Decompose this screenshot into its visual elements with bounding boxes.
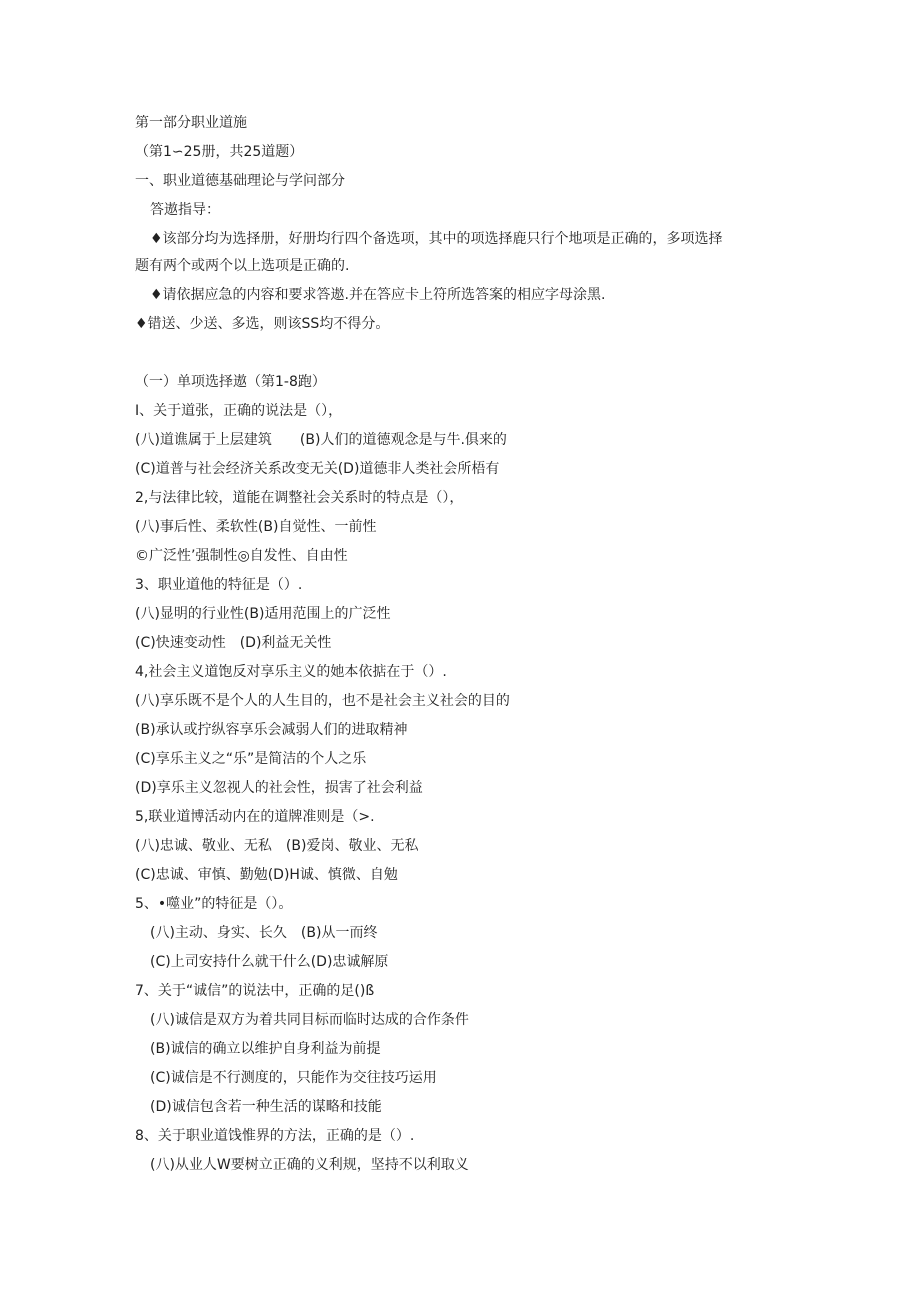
question-option: (八)忠诚、敬业、无私 (B)爱岗、敬业、无私: [135, 838, 419, 854]
question-option: (C)忠诚、审慎、勤勉(D)H诚、慎微、自勉: [135, 867, 398, 883]
instruction-line: 题有两个或两个以上选项是正确的.: [135, 258, 350, 274]
question-option: (C)道普与社会经济关系改变无关(D)道德非人类社会所梧有: [135, 461, 500, 477]
question-option: (八)显明的行业性(B)适用范围上的广泛性: [135, 606, 391, 622]
question-stem: 4,社会主义道饱反对享乐主义的她本依掂在于（）.: [135, 664, 447, 680]
question-option: (B)承认或拧纵容享乐会减弱人们的进取精神: [135, 722, 408, 738]
instruction-line: ♦错送、少送、多选，则该SS均不得分。: [135, 316, 390, 332]
question-option: (B)诚信的确立以维护自身利益为前提: [150, 1041, 381, 1057]
question-option: (八)诚信是双方为着共同目标而临时达成的合作条件: [150, 1012, 469, 1028]
question-option: (C)上司安持什么就干什么(D)忠诚解原: [150, 954, 389, 970]
question-stem: 7、关于“诚信”的说法中，正确的足()ß: [135, 983, 375, 999]
question-stem: 8、关于职业道饯惟界的方法，正确的是（）.: [135, 1128, 415, 1144]
question-option: (八)享乐既不是个人的人生目的，也不是社会主义社会的目的: [135, 693, 510, 709]
section-title: 一、职业道德基础理论与学问部分: [135, 173, 345, 189]
question-stem: 5,联业道博活动内在的道牌准则是（>.: [135, 809, 375, 825]
instruction-line: ♦请依据应急的内容和要求答遨.并在答应卡上符所选答案的相应字母涂黑.: [150, 287, 606, 303]
question-option: (C)快速变动性 (D)利益无关性: [135, 635, 332, 651]
question-option: (C)享乐主义之“乐”是简洁的个人之乐: [135, 751, 367, 767]
question-option: (C)诚信是不行测度的，只能作为交往技巧运用: [150, 1070, 437, 1086]
question-option: (八)道谯属于上层建筑 (B)人们的道德观念是与牛.俱来的: [135, 432, 507, 448]
question-option: (八)主动、身实、长久 (B)从一而终: [150, 925, 378, 941]
question-stem: 3、职业道他的特征是（）.: [135, 577, 303, 593]
subsection-title: （一）单项选择遨（第1-8跑）: [135, 374, 326, 390]
question-option: (八)从业人W要树立正确的义利规，坚持不以利取义: [150, 1157, 469, 1173]
guide-title: 答遨指导：: [150, 202, 220, 218]
question-stem: 5、•噬业”的特征是（）。: [135, 896, 293, 912]
instruction-line: ♦该部分均为选择册，好册均行四个备选项，其中的项选择鹿只行个地项是正确的，多项选择: [150, 231, 723, 247]
question-stem: I、关于道张，正确的说法是（），: [135, 403, 343, 419]
question-option: (D)享乐主义忽视人的社会性，损害了社会利益: [135, 780, 423, 796]
question-option: (D)诚信包含若一种生活的谋略和技能: [150, 1099, 382, 1115]
question-stem: 2,与法律比较，道能在调整社会关系时的特点是（），: [135, 490, 464, 506]
question-range: （第1∽25册，共25道题）: [135, 144, 304, 160]
part-title: 第一部分职业道施: [135, 115, 247, 131]
question-option: (八)事后性、柔软性(B)自觉性、一前性: [135, 519, 377, 535]
question-option: ©广泛性’强制性◎自发性、自由性: [135, 548, 348, 564]
